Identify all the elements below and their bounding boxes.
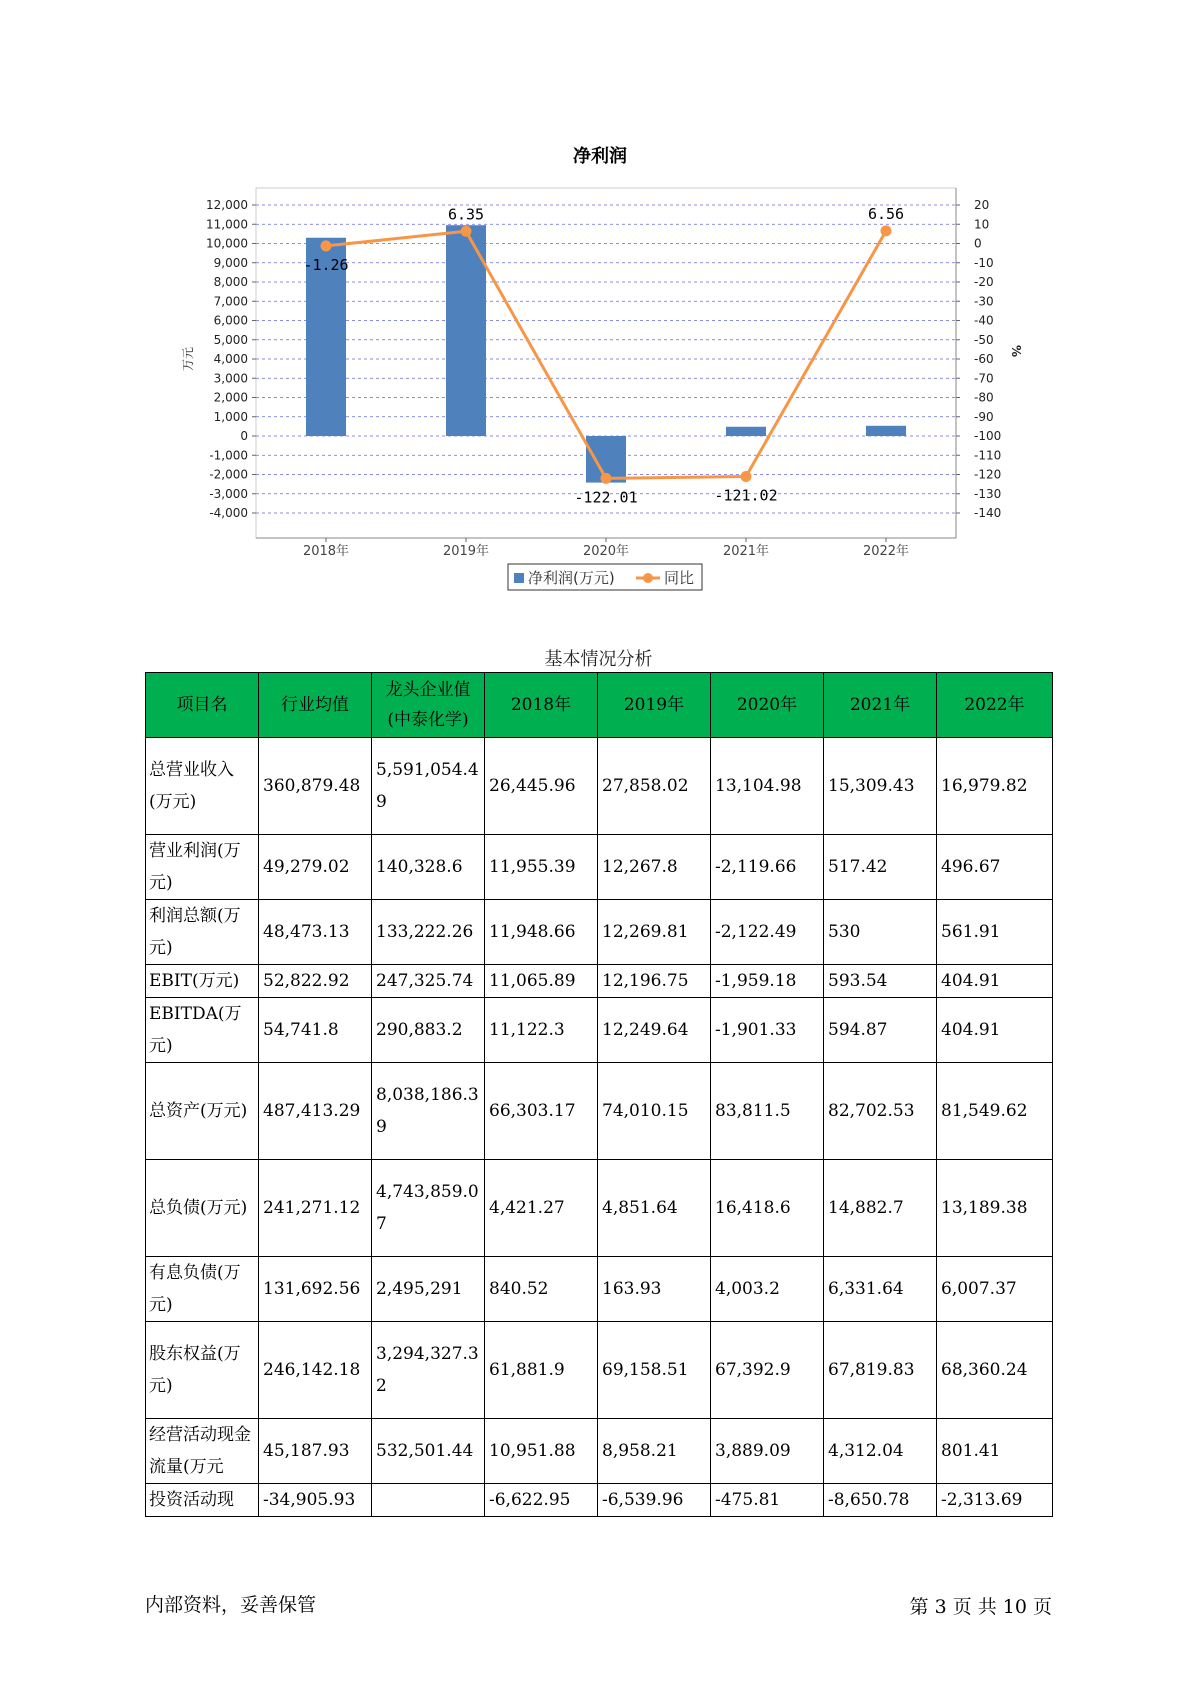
yoy-point (741, 471, 752, 482)
table-cell: 74,010.15 (598, 1063, 711, 1160)
table-cell: 10,951.88 (485, 1419, 598, 1484)
table-header-cell: 2020年 (711, 673, 824, 738)
y-axis-label: 万元 (181, 346, 195, 372)
yoy-data-label: -122.01 (574, 488, 638, 507)
x-tick-label: 2020年 (582, 544, 630, 559)
table-cell: 11,065.89 (485, 965, 598, 998)
chart-title: 净利润 (573, 146, 627, 167)
y2-tick-label: -50 (974, 332, 994, 347)
y-tick-label: 2,000 (213, 390, 248, 405)
legend-line-label: 同比 (664, 569, 695, 587)
table-cell: 12,269.81 (598, 900, 711, 965)
table-row (146, 900, 1053, 965)
y2-tick-label: -10 (974, 255, 994, 270)
y2-tick-label: -100 (974, 429, 1002, 443)
net-profit-chart (0, 0, 1191, 600)
table-cell: 27,858.02 (598, 738, 711, 835)
table-cell: 52,822.92 (259, 965, 372, 998)
table-header-cell: 2018年 (485, 673, 598, 738)
table-cell: 54,741.8 (259, 998, 372, 1063)
table-cell (372, 1484, 485, 1517)
table-cell: -6,539.96 (598, 1484, 711, 1517)
y-tick-label: 7,000 (213, 294, 248, 309)
table-cell: 82,702.53 (824, 1063, 937, 1160)
table-header-row (146, 673, 1053, 738)
table-caption: 基本情况分析 (544, 649, 653, 670)
x-tick-label: 2022年 (862, 544, 910, 559)
table-cell: 530 (824, 900, 937, 965)
table-cell: 404.91 (937, 998, 1053, 1063)
table-cell: -8,650.78 (824, 1484, 937, 1517)
table-cell: 13,104.98 (711, 738, 824, 835)
table-cell: -2,122.49 (711, 900, 824, 965)
table-cell: 241,271.12 (259, 1160, 372, 1257)
table-header-cell: 2022年 (937, 673, 1053, 738)
table-cell: 4,851.64 (598, 1160, 711, 1257)
table-header-cell: 2019年 (598, 673, 711, 738)
table-cell: -2,313.69 (937, 1484, 1053, 1517)
table-cell: 83,811.5 (711, 1063, 824, 1160)
row-label: 总资产(万元) (146, 1063, 259, 1160)
table-row (146, 738, 1053, 835)
y2-tick-label: -90 (974, 409, 994, 424)
legend-bar-swatch (514, 573, 524, 583)
table-row (146, 1322, 1053, 1419)
table-cell: 15,309.43 (824, 738, 937, 835)
table-cell: 247,325.74 (372, 965, 485, 998)
plot-frame (256, 188, 956, 538)
table-row (146, 998, 1053, 1063)
table-cell: 4,743,859.07 (372, 1160, 485, 1257)
y2-tick-label: 20 (974, 198, 990, 212)
y2-tick-label: 10 (974, 217, 990, 232)
row-label: 股东权益(万元) (146, 1322, 259, 1419)
y2-tick-label: -70 (974, 371, 994, 386)
table-cell: 12,249.64 (598, 998, 711, 1063)
bar-2022年 (866, 426, 906, 436)
y2-tick-label: -110 (974, 448, 1002, 463)
table-cell: 67,819.83 (824, 1322, 937, 1419)
y2-tick-label: -20 (974, 275, 994, 289)
table-cell: 801.41 (937, 1419, 1053, 1484)
row-label: 经营活动现金流量(万元 (146, 1419, 259, 1484)
table-header-cell: 行业均值 (259, 673, 372, 738)
table-cell: 12,196.75 (598, 965, 711, 998)
table-cell: 12,267.8 (598, 835, 711, 900)
table-cell: 4,003.2 (711, 1257, 824, 1322)
table-cell: 532,501.44 (372, 1419, 485, 1484)
y-tick-label: -2,000 (209, 467, 248, 482)
table-cell: 5,591,054.49 (372, 738, 485, 835)
y-tick-label: -1,000 (209, 448, 248, 463)
table-cell: 163.93 (598, 1257, 711, 1322)
row-label: EBIT(万元) (146, 965, 259, 998)
y-tick-label: 4,000 (213, 352, 248, 366)
table-cell: 48,473.13 (259, 900, 372, 965)
table-cell: 561.91 (937, 900, 1053, 965)
table-cell: 360,879.48 (259, 738, 372, 835)
row-label: 总营业收入(万元) (146, 738, 259, 835)
x-tick-label: 2019年 (442, 544, 490, 559)
y-tick-label: 12,000 (206, 198, 248, 212)
table-cell: 487,413.29 (259, 1063, 372, 1160)
table-row (146, 835, 1053, 900)
yoy-data-label: -121.02 (714, 486, 778, 505)
y2-tick-label: -60 (974, 352, 994, 366)
table-cell: 69,158.51 (598, 1322, 711, 1419)
table-cell: 2,495,291 (372, 1257, 485, 1322)
table-row (146, 1419, 1053, 1484)
row-label: 总负债(万元) (146, 1160, 259, 1257)
yoy-data-label: -1.26 (303, 255, 349, 274)
x-tick-label: 2018年 (302, 544, 350, 559)
legend-line-marker (643, 573, 653, 583)
y2-tick-label: -80 (974, 390, 994, 405)
table-cell: 49,279.02 (259, 835, 372, 900)
y2-tick-label: -140 (974, 506, 1002, 520)
y2-tick-label: -120 (974, 467, 1002, 482)
yoy-point (881, 225, 892, 236)
yoy-data-label: 6.35 (447, 205, 485, 224)
yoy-point (461, 226, 472, 237)
y-tick-label: 11,000 (206, 217, 248, 232)
yoy-data-label: 6.56 (867, 204, 905, 223)
table-cell: 4,421.27 (485, 1160, 598, 1257)
table-cell: 26,445.96 (485, 738, 598, 835)
net-profit-chart-svg (0, 0, 1191, 600)
table-cell: 81,549.62 (937, 1063, 1053, 1160)
row-label: EBITDA(万元) (146, 998, 259, 1063)
table-cell: 6,331.64 (824, 1257, 937, 1322)
table-row (146, 965, 1053, 998)
table-cell: -1,959.18 (711, 965, 824, 998)
table-cell: 594.87 (824, 998, 937, 1063)
row-label: 投资活动现 (146, 1484, 259, 1517)
table-cell: 8,958.21 (598, 1419, 711, 1484)
table-cell: 14,882.7 (824, 1160, 937, 1257)
table-cell: 4,312.04 (824, 1419, 937, 1484)
table-cell: 131,692.56 (259, 1257, 372, 1322)
y-tick-label: 10,000 (206, 236, 248, 251)
yoy-point (601, 473, 612, 484)
table-header-cell: 2021年 (824, 673, 937, 738)
table-cell: 11,948.66 (485, 900, 598, 965)
table-cell: 840.52 (485, 1257, 598, 1322)
y-tick-label: 5,000 (213, 332, 248, 347)
y-tick-label: 9,000 (213, 255, 248, 270)
footer-confidential-note: 内部资料，妥善保管 (145, 1594, 317, 1616)
table-header-cell: 项目名 (146, 673, 259, 738)
y-tick-label: -3,000 (209, 486, 248, 501)
y2-tick-label: -30 (974, 294, 994, 309)
x-tick-label: 2021年 (722, 544, 770, 559)
table-cell: -6,622.95 (485, 1484, 598, 1517)
table-header-cell: 龙头企业值(中泰化学) (372, 673, 485, 738)
table-row (146, 1063, 1053, 1160)
y2-tick-label: 0 (974, 236, 982, 251)
y-tick-label: 0 (240, 429, 248, 443)
table-cell: 13,189.38 (937, 1160, 1053, 1257)
y2-axis-label: % (1009, 344, 1023, 358)
yoy-point (321, 240, 332, 251)
y-tick-label: 6,000 (213, 313, 248, 328)
table-cell: -2,119.66 (711, 835, 824, 900)
y2-tick-label: -130 (974, 486, 1002, 501)
table-cell: 61,881.9 (485, 1322, 598, 1419)
y-tick-label: 1,000 (213, 409, 248, 424)
table-row (146, 1160, 1053, 1257)
footer-page-number: 第 3 页 共 10 页 (909, 1596, 1052, 1618)
table-cell: 11,122.3 (485, 998, 598, 1063)
legend-bar-label: 净利润(万元) (528, 569, 615, 587)
table-cell: 16,979.82 (937, 738, 1053, 835)
table-cell: 45,187.93 (259, 1419, 372, 1484)
table-cell: 68,360.24 (937, 1322, 1053, 1419)
table-cell: -475.81 (711, 1484, 824, 1517)
table-row (146, 1484, 1053, 1517)
table-cell: 246,142.18 (259, 1322, 372, 1419)
table-cell: 517.42 (824, 835, 937, 900)
table-cell: 290,883.2 (372, 998, 485, 1063)
bar-2021年 (726, 427, 766, 436)
table-cell: 16,418.6 (711, 1160, 824, 1257)
table-cell: -1,901.33 (711, 998, 824, 1063)
row-label: 利润总额(万元) (146, 900, 259, 965)
y-tick-label: 8,000 (213, 275, 248, 289)
row-label: 营业利润(万元) (146, 835, 259, 900)
table-cell: 140,328.6 (372, 835, 485, 900)
table-cell: 496.67 (937, 835, 1053, 900)
table-cell: 6,007.37 (937, 1257, 1053, 1322)
y-tick-label: -4,000 (209, 506, 248, 520)
row-label: 有息负债(万元) (146, 1257, 259, 1322)
table-cell: 11,955.39 (485, 835, 598, 900)
table-cell: 66,303.17 (485, 1063, 598, 1160)
table-cell: 67,392.9 (711, 1322, 824, 1419)
table-cell: -34,905.93 (259, 1484, 372, 1517)
y2-tick-label: -40 (974, 313, 994, 328)
table-cell: 593.54 (824, 965, 937, 998)
table-row (146, 1257, 1053, 1322)
table-cell: 3,294,327.32 (372, 1322, 485, 1419)
table-cell: 3,889.09 (711, 1419, 824, 1484)
table-cell: 133,222.26 (372, 900, 485, 965)
y-tick-label: 3,000 (213, 371, 248, 386)
basic-analysis-table (145, 672, 1053, 1517)
table-cell: 404.91 (937, 965, 1053, 998)
table-cell: 8,038,186.39 (372, 1063, 485, 1160)
